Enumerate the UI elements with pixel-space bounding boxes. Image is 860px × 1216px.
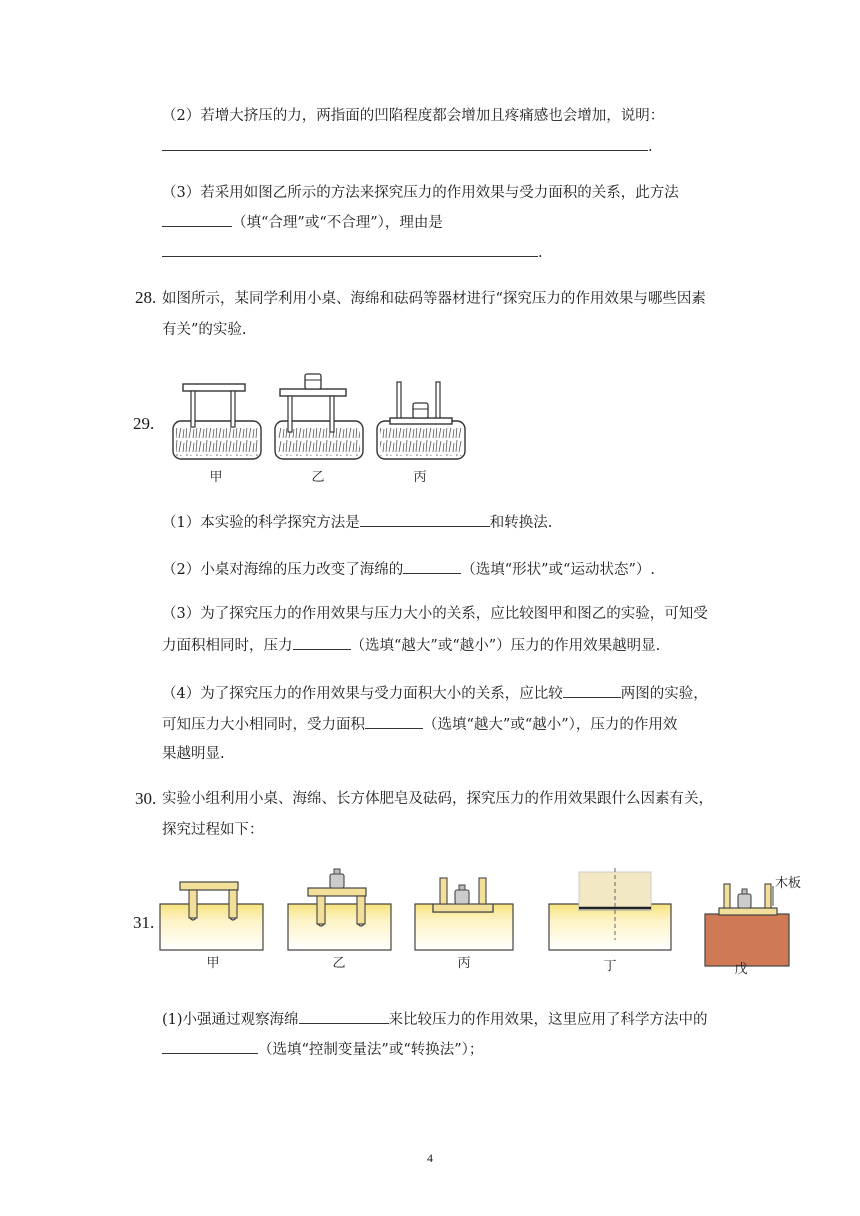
figure-label: 丙 [413,470,427,485]
q29-part2-text-end: （选填“形状”或“运动状态”）. [461,562,655,578]
q29-part4-line3: 果越明显. [162,746,225,762]
q29-part1 [162,512,552,533]
figure-wu [705,875,801,966]
q29-part2 [162,559,655,580]
figure-label: 戊 [734,962,748,977]
q29-part4-text: （4）为了探究压力的作用效果与受力面积大小的关系，应比较 [162,686,563,702]
q29-part3-text-end: （选填“越大”或“越小”）压力的作用效果越明显. [350,638,661,654]
figure-label: 乙 [311,470,325,485]
q27-part2-end: . [648,139,653,155]
answer-blank[interactable] [365,714,423,729]
q28-text-line1: 如图所示，某同学利用小桌、海绵和砝码等器材进行“探究压力的作用效果与哪些因素 [162,291,706,307]
q27-part2-answer-line [162,136,653,157]
q29-part1-text-end: 和转换法. [489,515,553,531]
q29-part4-line2 [162,714,677,735]
figure-label: 乙 [332,956,346,971]
answer-blank[interactable] [293,635,351,650]
q29-part3-line2 [162,635,660,656]
q29-part3-line1: （3）为了探究压力的作用效果与压力大小的关系，应比较图甲和图乙的实验，可知受 [162,606,708,622]
answer-blank[interactable] [563,683,621,698]
question-number-31: 31. [133,913,155,932]
q28-text-line2: 有关”的实验. [162,322,247,338]
q27-part3-answer-line [162,242,543,263]
q27-part3-line2-text: （填“合理”或“不合理”），理由是 [232,215,443,231]
q31-part1-line2 [162,1039,483,1060]
question-number-29: 29. [133,414,155,433]
q29-part4-line1 [162,683,708,704]
figure-yi [275,374,363,459]
answer-blank[interactable] [162,136,648,151]
q31-part1-line2-text: （选填“控制变量法”或“转换法”）； [258,1042,484,1058]
figure-jia [160,882,263,950]
q29-part4-text-end: （选填“越大”或“越小”），压力的作用效 [423,717,678,733]
figure-bing [415,878,513,950]
answer-blank[interactable] [403,559,461,574]
q29-part1-text: （1）本实验的科学探究方法是 [162,515,360,531]
table-sponge-figure [168,368,468,488]
q29-part4-text-end: 两图的实验， [620,686,708,702]
answer-blank[interactable] [299,1009,389,1024]
figure-label: 丁 [603,959,617,974]
answer-blank[interactable] [162,1039,258,1054]
figure-ding [549,868,671,950]
question-number-28: 28. [135,288,157,307]
q31-part1-line1 [162,1009,708,1030]
figure-yi [288,869,391,950]
q27-part2-text: （2）若增大挤压的力，两指面的凹陷程度都会增加且疼痛感也会增加，说明： [162,108,665,124]
q30-text-line2: 探究过程如下： [162,822,264,838]
figure-jia [173,384,261,459]
q31-part1-text-end: 来比较压力的作用效果，这里应用了科学方法中的 [388,1012,708,1028]
q27-part3-line2 [162,212,443,233]
answer-blank[interactable] [162,212,232,227]
q27-part3-line1: （3）若采用如图乙所示的方法来探究压力的作用效果与受力面积的关系，此方法 [162,185,679,201]
q29-part2-text: （2）小桌对海绵的压力改变了海绵的 [162,562,404,578]
sponge-soap-board-figure [155,866,815,980]
question-number-30: 30. [135,789,157,808]
q29-part3-text: 力面积相同时，压力 [162,638,293,654]
page-number: 4 [427,1151,433,1165]
q27-part3-end: . [538,245,543,261]
q31-part1-text: (1)小强通过观察海绵 [162,1012,299,1028]
answer-blank[interactable] [162,242,538,257]
answer-blank[interactable] [360,512,490,527]
figure-label: 甲 [206,956,220,971]
q29-part4-text: 可知压力大小相同时，受力面积 [162,717,365,733]
board-label: 木板 [775,876,802,891]
figure-label: 丙 [457,956,471,971]
q30-text-line1: 实验小组利用小桌、海绵、长方体肥皂及砝码，探究压力的作用效果跟什么因素有关， [162,791,713,807]
figure-label: 甲 [209,470,223,485]
figure-bing [377,382,465,459]
